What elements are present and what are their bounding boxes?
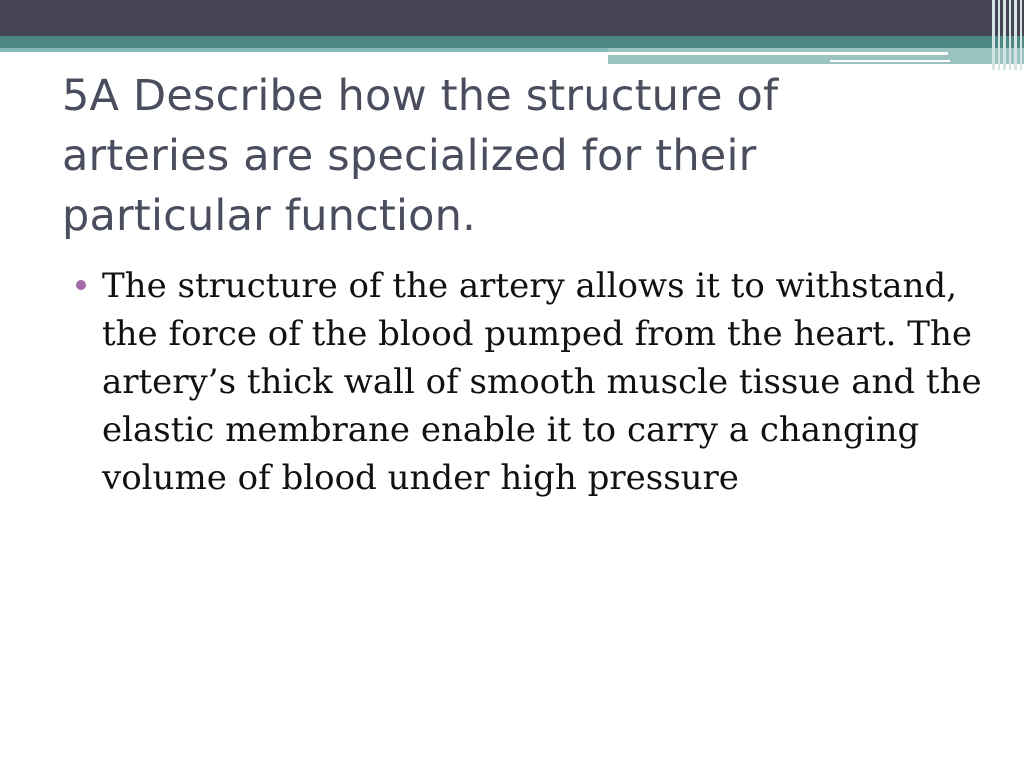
header-stripes xyxy=(992,0,1024,70)
header-accent-line xyxy=(608,52,948,55)
list-item xyxy=(72,262,982,502)
header-band-teal-light xyxy=(0,48,608,52)
header-accent-line xyxy=(830,60,950,62)
bullet-list xyxy=(72,262,982,502)
bullet-marker-icon xyxy=(76,280,86,290)
header-band-dark xyxy=(0,0,1024,36)
header-band-teal xyxy=(0,36,1024,48)
slide-title: 5A Describe how the structure of arteries are specialized for their particular function. xyxy=(62,71,779,241)
header-band-right-block xyxy=(608,48,1024,64)
bullet-text: The structure of the artery allows it to withstand, the force of the blood pumped from the heart. The artery’s thick wall of smooth muscle tissue and the elastic membrane enable it to carry a changing volume of blood under high pressure xyxy=(102,266,982,498)
